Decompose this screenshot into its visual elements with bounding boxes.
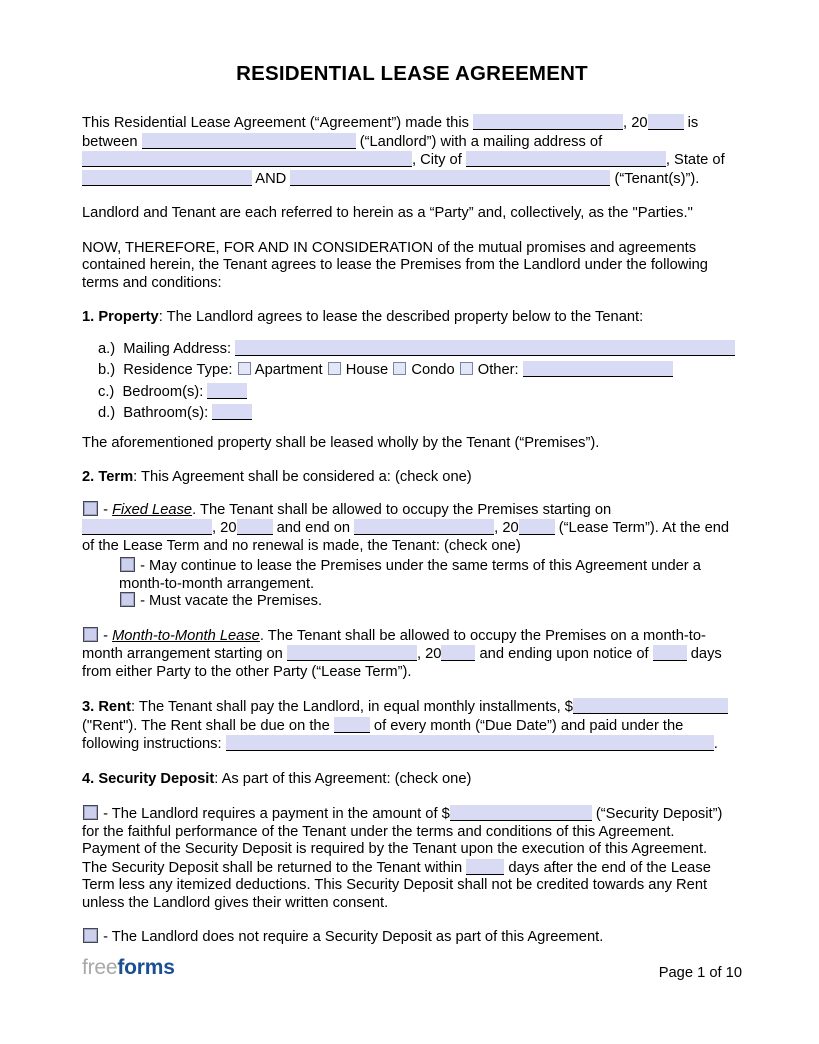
section-1-property-heading: [82, 309, 742, 327]
text-run: is: [683, 115, 699, 131]
text-run: AND: [252, 170, 291, 187]
text-run: of the Lease Term and no renewal is made, the Tenant: (check one): [82, 537, 521, 554]
page-number: Page 1 of 10: [658, 964, 742, 981]
blank-field[interactable]: [519, 519, 555, 535]
blank-field[interactable]: [441, 645, 475, 661]
text-run: - May continue to lease the Premises under the same terms of this Agreement under a: [136, 558, 701, 574]
text-run: terms and conditions:: [82, 274, 222, 291]
text-run: Other:: [473, 362, 523, 378]
text-run: : The Landlord agrees to lease the described property below to the Tenant:: [158, 309, 644, 325]
property-list: [82, 339, 742, 425]
text-run: c.) Bedroom(s):: [98, 383, 208, 400]
text-run: -: [99, 501, 113, 518]
property-item-mailing-address: [98, 339, 742, 361]
text-run: days after the end of the Lease: [504, 859, 711, 876]
blank-field[interactable]: [334, 717, 370, 733]
text-run: month-to-month arrangement.: [119, 575, 315, 592]
text-run: b.) Residence Type:: [98, 362, 237, 378]
blank-field[interactable]: [226, 735, 714, 751]
text-run: ("Rent"). The Rent shall be due on the: [82, 717, 334, 734]
blank-field[interactable]: [82, 170, 252, 186]
text-run: month arrangement starting on: [82, 646, 287, 662]
text-run: Term less any itemized deductions. This Security Deposit shall not be credited towards any Rent: [82, 877, 708, 893]
text-run: , 20: [494, 520, 519, 536]
blank-field[interactable]: [450, 805, 592, 821]
blank-field[interactable]: [207, 383, 247, 399]
blank-field[interactable]: [648, 114, 684, 130]
section-4-security-heading: [82, 771, 742, 789]
text-run: days: [686, 646, 722, 662]
document-title: RESIDENTIAL LEASE AGREEMENT: [236, 62, 588, 85]
text-run: and end on: [272, 520, 355, 536]
blank-field[interactable]: [212, 404, 252, 420]
text-run: d.) Bathroom(s):: [98, 405, 213, 421]
text-run: (“Security Deposit”): [591, 806, 723, 822]
text-run: and ending upon notice of: [475, 646, 653, 662]
checkbox[interactable]: [460, 362, 473, 375]
text-run: Apartment: [251, 362, 327, 378]
text-run: unless the Landlord gives their written consent.: [82, 894, 389, 911]
text-run: (“Landlord”) with a mailing address of: [355, 133, 603, 150]
text-run: Landlord and Tenant are each referred to herein as a “Party” and, collectively, as the "Parties.": [82, 205, 693, 221]
text-run: : As part of this Agreement: (check one): [214, 770, 472, 787]
blank-field[interactable]: [82, 519, 212, 535]
checkbox[interactable]: [84, 628, 97, 641]
fixed-lease-option-continue: [119, 558, 742, 593]
section-3-rent-paragraph: [82, 698, 742, 754]
text-run: : The Tenant shall pay the Landlord, in equal monthly installments, $: [130, 699, 573, 715]
blank-field[interactable]: [235, 340, 735, 356]
checkbox[interactable]: [84, 806, 97, 819]
text-run: - Must vacate the Premises.: [136, 593, 323, 609]
text-run: 4. Security Deposit: [82, 770, 215, 787]
blank-field[interactable]: [466, 151, 666, 167]
consideration-paragraph: [82, 240, 742, 293]
text-run: - The Landlord requires a payment in the amount of $: [99, 806, 450, 822]
text-run: The Security Deposit shall be returned to the Tenant within: [82, 859, 467, 876]
blank-field[interactable]: [653, 645, 687, 661]
checkbox[interactable]: [238, 362, 251, 375]
blank-field[interactable]: [237, 519, 273, 535]
blank-field[interactable]: [466, 859, 504, 875]
text-run: . The Tenant shall be allowed to occupy the Premises starting on: [192, 501, 612, 518]
logo-free-text: free: [82, 956, 118, 979]
text-run: 2. Term: [82, 469, 134, 485]
text-run: , 20: [623, 115, 648, 131]
blank-field[interactable]: [287, 645, 417, 661]
text-run: .: [713, 736, 718, 752]
text-run: , City of: [412, 152, 466, 168]
text-run: . The Tenant shall be allowed to occupy the Premises on a month-to-: [259, 627, 706, 644]
blank-field[interactable]: [354, 519, 494, 535]
freeforms-logo: [82, 956, 175, 980]
text-run: This Residential Lease Agreement (“Agreement”) made this: [82, 115, 474, 131]
section-2-term-heading: [82, 469, 742, 487]
text-run: -: [99, 627, 113, 644]
text-run: , State of: [665, 152, 725, 168]
text-run: Month-to-Month Lease: [112, 627, 260, 644]
text-run: The aforementioned property shall be leased wholly by the Tenant (“Premises”).: [82, 434, 600, 451]
fixed-lease-paragraph: [82, 502, 742, 556]
text-run: Payment of the Security Deposit is required by the Tenant upon the execution of this Agreement.: [82, 841, 708, 857]
logo-forms-text: forms: [117, 956, 175, 979]
text-run: Condo: [407, 362, 459, 378]
checkbox[interactable]: [84, 929, 97, 942]
blank-field[interactable]: [473, 114, 623, 130]
security-deposit-not-required-paragraph: [82, 929, 742, 947]
checkbox[interactable]: [84, 502, 97, 515]
text-run: of every month (“Due Date”) and paid under the: [369, 717, 684, 734]
blank-field[interactable]: [290, 170, 610, 186]
property-item-bathrooms: [98, 403, 742, 425]
checkbox[interactable]: [393, 362, 406, 375]
text-run: contained herein, the Tenant agrees to lease the Premises from the Landlord under the following: [82, 257, 708, 273]
text-run: (“Tenant(s)”).: [610, 170, 700, 187]
intro-paragraph: [82, 114, 742, 188]
text-run: 1. Property: [82, 309, 159, 325]
checkbox[interactable]: [121, 593, 134, 606]
checkbox[interactable]: [121, 558, 134, 571]
property-item-bedrooms: [98, 382, 742, 404]
parties-paragraph: [82, 205, 742, 223]
blank-field[interactable]: [82, 151, 412, 167]
fixed-lease-option-vacate: [119, 593, 742, 611]
text-run: 3. Rent: [82, 699, 131, 715]
blank-field[interactable]: [523, 361, 673, 377]
text-run: House: [341, 362, 393, 378]
text-run: between: [82, 133, 142, 150]
security-deposit-required-paragraph: [82, 805, 742, 912]
text-run: from either Party to the other Party (“Lease Term”).: [82, 663, 412, 680]
text-run: (“Lease Term”). At the end: [554, 520, 730, 536]
text-run: following instructions:: [82, 736, 226, 752]
page-footer: [82, 956, 742, 980]
blank-field[interactable]: [573, 698, 728, 714]
blank-field[interactable]: [142, 133, 356, 149]
text-run: : This Agreement shall be considered a: (check one): [133, 469, 472, 485]
premises-paragraph: [82, 435, 742, 453]
text-run: , 20: [416, 646, 442, 662]
checkbox[interactable]: [328, 362, 341, 375]
property-item-residence-type: [98, 360, 742, 382]
text-run: NOW, THEREFORE, FOR AND IN CONSIDERATION of the mutual promises and agreements: [82, 239, 697, 256]
text-run: Fixed Lease: [112, 501, 193, 518]
text-run: a.) Mailing Address:: [98, 340, 236, 357]
text-run: , 20: [212, 520, 237, 536]
month-to-month-paragraph: [82, 628, 742, 682]
text-run: for the faithful performance of the Tenant under the terms and conditions of this Agreement.: [82, 823, 675, 840]
text-run: - The Landlord does not require a Security Deposit as part of this Agreement.: [99, 929, 604, 945]
